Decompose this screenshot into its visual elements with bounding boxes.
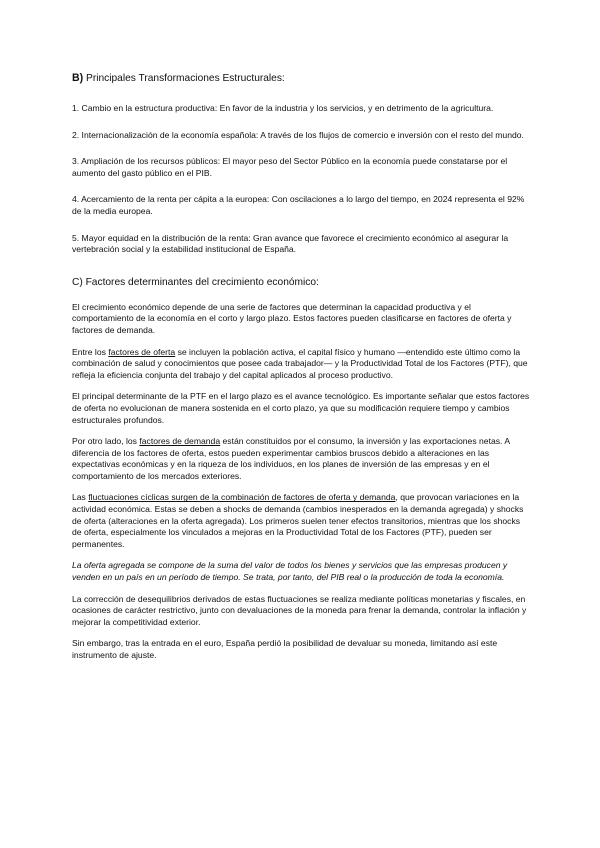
section-c-title: C) Factores determinantes del crecimiento económico: (72, 276, 319, 288)
transformation-item-1: 1. Cambio en la estructura productiva: En favor de la industria y los servicios, y en detrimento de la agricultura. (72, 103, 494, 113)
transformation-item-3: 3. Ampliación de los recursos públicos: El mayor peso del Sector Público en la economía puede constatarse por el aumento del gasto público en el PIB. (72, 156, 508, 178)
paragraph-aggregate-supply-note: La oferta agregada se compone de la suma del valor de todos los bienes y servicios que las empresas producen y venden en un país en un período de tiempo. Se trata, por tanto, del PIB real o la producción de toda la economía. (72, 560, 508, 583)
fluctuations-term: fluctuaciones cíclicas surgen de la combinación de factores de oferta y demanda (88, 492, 396, 503)
transformation-item-2: 2. Internacionalización de la economía española: A través de los flujos de comercio e inversión con el resto del mundo. (72, 129, 524, 140)
paragraph-cyclical-fluctuations (72, 492, 530, 550)
paragraph-supply-factors (72, 347, 530, 382)
demand-post-text: están constituidos por el consumo, la inversión y las exportaciones netas. A diferencia de los factores de oferta, estos pueden experimentar cambios bruscos debido a alteraciones en las expectativas económicas y en la riqueza de los individuos, en los planes de inversión de las empresas y en el comportamiento de los mercados exteriores. (72, 436, 510, 481)
demand-pre-text: Por otro lado, los (72, 436, 140, 447)
fluctuations-post-text: , que provocan variaciones en la actividad económica. Estas se deben a shocks de demanda (cambios inesperados en la demanda agregada) y shocks de oferta (alteraciones en la oferta agregada). Los primeros suelen tener efectos transitorios, mientras que los shocks de oferta, especialmente los vinculados a mejoras en la Productividad Total de los Factores (PTF), pueden ser permanentes. (72, 492, 524, 549)
supply-pre-text: Entre los (72, 346, 109, 357)
fluctuations-pre-text: Las (72, 492, 89, 503)
paragraph-euro: Sin embargo, tras la entrada en el euro, España perdió la posibilidad de devaluar su moneda, limitando así este instrumento de ajuste. (72, 638, 498, 660)
paragraph-corrections: La corrección de desequilibrios derivados de estas fluctuaciones se realiza mediante políticas monetarias y fiscales, en ocasiones de carácter restrictivo, junto con devaluaciones de la moneda para frenar la demanda, controlar la inflación y mejorar la competitividad exterior. (72, 593, 527, 627)
supply-post-text: se incluyen la población activa, el capital físico y humano —entendido este último como la combinación de salud y conocimientos que posee cada trabajador— y la Productividad Total de los Factores (PTF), que refleja la eficiencia conjunta del trabajo y del capital aplicados al proceso productivo. (72, 346, 528, 380)
paragraph-demand-factors (72, 436, 530, 482)
transformation-item-5: 5. Mayor equidad en la distribución de la renta: Gran avance que favorece el crecimiento económico al asegurar la vertebración social y la estabilidad institucional de España. (72, 232, 509, 255)
demand-factors-term: factores de demanda (139, 436, 221, 447)
transformation-item-4: 4. Acercamiento de la renta per cápita a la europea: Con oscilaciones a lo largo del tiempo, en 2024 representa el 92% de la media europea. (72, 194, 525, 216)
supply-factors-term: factores de oferta (108, 346, 176, 357)
paragraph-ptf: El principal determinante de la PTF en el largo plazo es el avance tecnológico. Es importante señalar que estos factores de oferta no evolucionan de manera sostenida en el corto plazo, ya que su modificación requiere tiempo y cambios estructurales profundos. (72, 391, 530, 425)
section-b-heading: Principales Transformaciones Estructurales: (86, 73, 285, 84)
paragraph-intro: El crecimiento económico depende de una serie de factores que determinan la capacidad productiva y el comportamiento de la economía en el corto y largo plazo. Estos factores pueden clasificarse en factores de oferta y factores de demanda. (72, 301, 512, 335)
section-b-letter: B) (72, 72, 84, 84)
document-page (72, 64, 530, 672)
section-b-title (72, 72, 530, 85)
